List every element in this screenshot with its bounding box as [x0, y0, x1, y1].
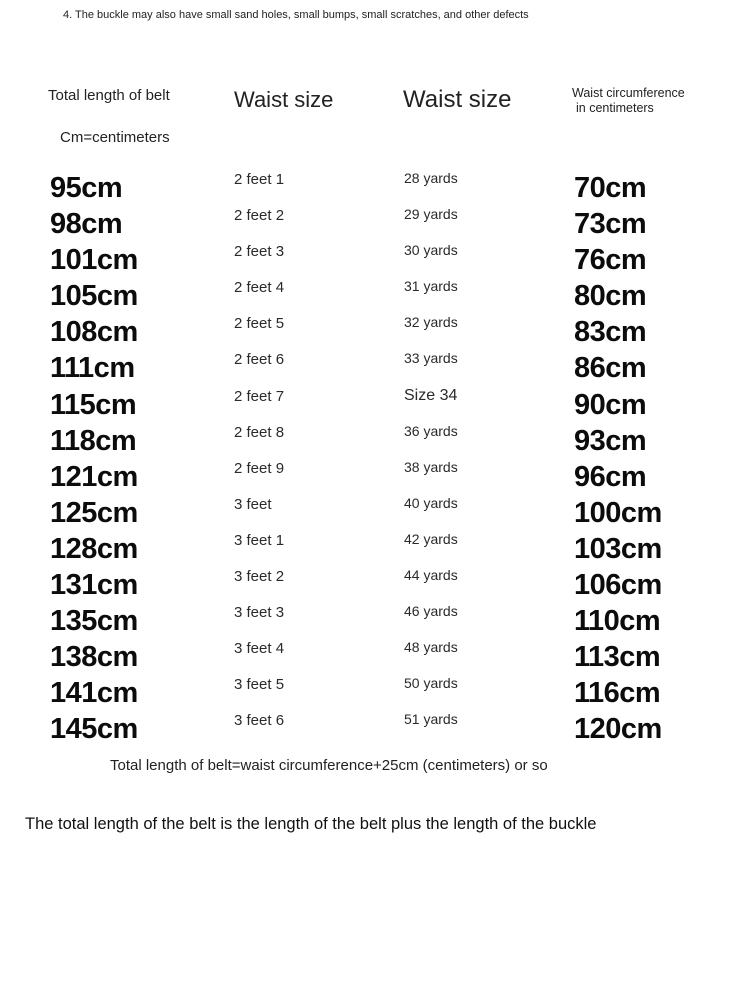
waist-yards-cell: 28 yards — [404, 170, 458, 186]
waist-yards-cell: 44 yards — [404, 567, 458, 584]
waist-feet-cell: 2 feet 5 — [234, 315, 285, 333]
belt-length-cell: 135cm — [50, 605, 138, 638]
table-row — [0, 276, 750, 312]
belt-length-cell: 98cm — [50, 208, 123, 241]
waist-yards-cell: 50 yards — [404, 675, 458, 692]
waist-circumference-cell: 106cm — [574, 569, 662, 602]
table-row — [0, 457, 750, 493]
waist-feet-cell: 2 feet 7 — [234, 387, 285, 405]
waist-yards-cell: 33 yards — [404, 350, 458, 367]
waist-circumference-cell: 113cm — [574, 641, 661, 674]
belt-length-cell: 95cm — [50, 172, 123, 204]
waist-circumference-cell: 86cm — [574, 352, 647, 385]
waist-feet-cell: 3 feet — [234, 495, 272, 513]
waist-circumference-cell: 90cm — [574, 388, 647, 421]
waist-feet-cell: 3 feet 2 — [234, 568, 285, 586]
belt-length-cell: 115cm — [50, 388, 137, 421]
waist-yards-cell: Size 34 — [404, 386, 458, 404]
waist-feet-cell: 2 feet 2 — [234, 207, 285, 225]
belt-length-cell: 111cm — [50, 352, 135, 385]
belt-length-cell: 131cm — [50, 569, 138, 602]
table-row — [0, 601, 750, 637]
table-row — [0, 240, 750, 276]
waist-feet-cell: 3 feet 5 — [234, 676, 285, 694]
waist-yards-cell: 48 yards — [404, 639, 458, 656]
waist-circumference-cell: 100cm — [574, 496, 662, 529]
belt-length-cell: 128cm — [50, 532, 138, 565]
waist-circumference-cell: 116cm — [574, 677, 661, 710]
belt-length-cell: 138cm — [50, 641, 138, 674]
belt-length-cell: 105cm — [50, 280, 138, 313]
waist-circumference-cell: 110cm — [574, 605, 661, 638]
waist-feet-cell: 3 feet 6 — [234, 712, 285, 730]
table-row — [0, 637, 750, 673]
waist-circumference-cell: 93cm — [574, 424, 647, 457]
waist-yards-cell: 46 yards — [404, 603, 458, 620]
waist-feet-cell: 2 feet 3 — [234, 243, 285, 261]
size-table — [0, 168, 750, 746]
waist-yards-cell: 30 yards — [404, 242, 458, 259]
table-row — [0, 204, 750, 240]
waist-circumference-cell: 83cm — [574, 316, 647, 349]
waist-feet-cell: 2 feet 8 — [234, 423, 285, 441]
belt-length-cell: 121cm — [50, 460, 138, 493]
waist-yards-cell: 42 yards — [404, 530, 458, 547]
defects-note: 4. The buckle may also have small sand holes, small bumps, small scratches, and other defects — [63, 9, 529, 21]
belt-length-cell: 141cm — [50, 677, 138, 710]
waist-feet-cell: 2 feet 6 — [234, 351, 285, 369]
belt-length-cell: 101cm — [50, 244, 138, 277]
belt-length-cell: 118cm — [50, 424, 137, 457]
waist-feet-cell: 3 feet 3 — [234, 604, 285, 622]
table-row — [0, 709, 750, 745]
waist-yards-cell: 29 yards — [404, 206, 458, 223]
waist-yards-cell: 32 yards — [404, 314, 458, 331]
waist-yards-cell: 38 yards — [404, 458, 458, 475]
header-cm-note: Cm=centimeters — [60, 129, 170, 146]
header-circ-line1: Waist circumference — [572, 86, 685, 100]
waist-yards-cell: 40 yards — [404, 494, 458, 511]
waist-yards-cell: 36 yards — [404, 422, 458, 439]
waist-circumference-cell: 96cm — [574, 460, 647, 493]
length-formula: Total length of belt=waist circumference+25cm (centimeters) or so — [110, 757, 548, 774]
header-circ-line2: in centimeters — [576, 101, 654, 115]
waist-circumference-cell: 103cm — [574, 532, 662, 565]
waist-circumference-cell: 73cm — [574, 208, 647, 241]
belt-length-cell: 108cm — [50, 316, 138, 349]
waist-feet-cell: 2 feet 9 — [234, 459, 285, 477]
header-waist-size-feet: Waist size — [234, 87, 334, 112]
header-waist-circumference — [572, 86, 712, 116]
waist-yards-cell: 31 yards — [404, 278, 458, 295]
table-row — [0, 421, 750, 457]
table-row — [0, 312, 750, 348]
buckle-footnote: The total length of the belt is the length of the belt plus the length of the buckle — [25, 815, 597, 833]
table-row — [0, 673, 750, 709]
header-waist-size-yards: Waist size — [403, 86, 512, 113]
waist-circumference-cell: 76cm — [574, 244, 647, 277]
belt-length-cell: 125cm — [50, 496, 138, 529]
waist-circumference-cell: 120cm — [574, 713, 662, 746]
waist-yards-cell: 51 yards — [404, 711, 458, 728]
table-row — [0, 385, 750, 421]
header-total-length: Total length of belt — [48, 87, 170, 104]
table-row — [0, 529, 750, 565]
table-row — [0, 168, 750, 204]
table-row — [0, 348, 750, 384]
waist-feet-cell: 3 feet 1 — [234, 531, 285, 549]
belt-length-cell: 145cm — [50, 713, 138, 746]
table-row — [0, 493, 750, 529]
table-row — [0, 565, 750, 601]
waist-circumference-cell: 80cm — [574, 280, 647, 313]
waist-feet-cell: 2 feet 1 — [234, 171, 285, 188]
waist-circumference-cell: 70cm — [574, 172, 647, 204]
waist-feet-cell: 2 feet 4 — [234, 279, 285, 297]
waist-feet-cell: 3 feet 4 — [234, 640, 285, 658]
